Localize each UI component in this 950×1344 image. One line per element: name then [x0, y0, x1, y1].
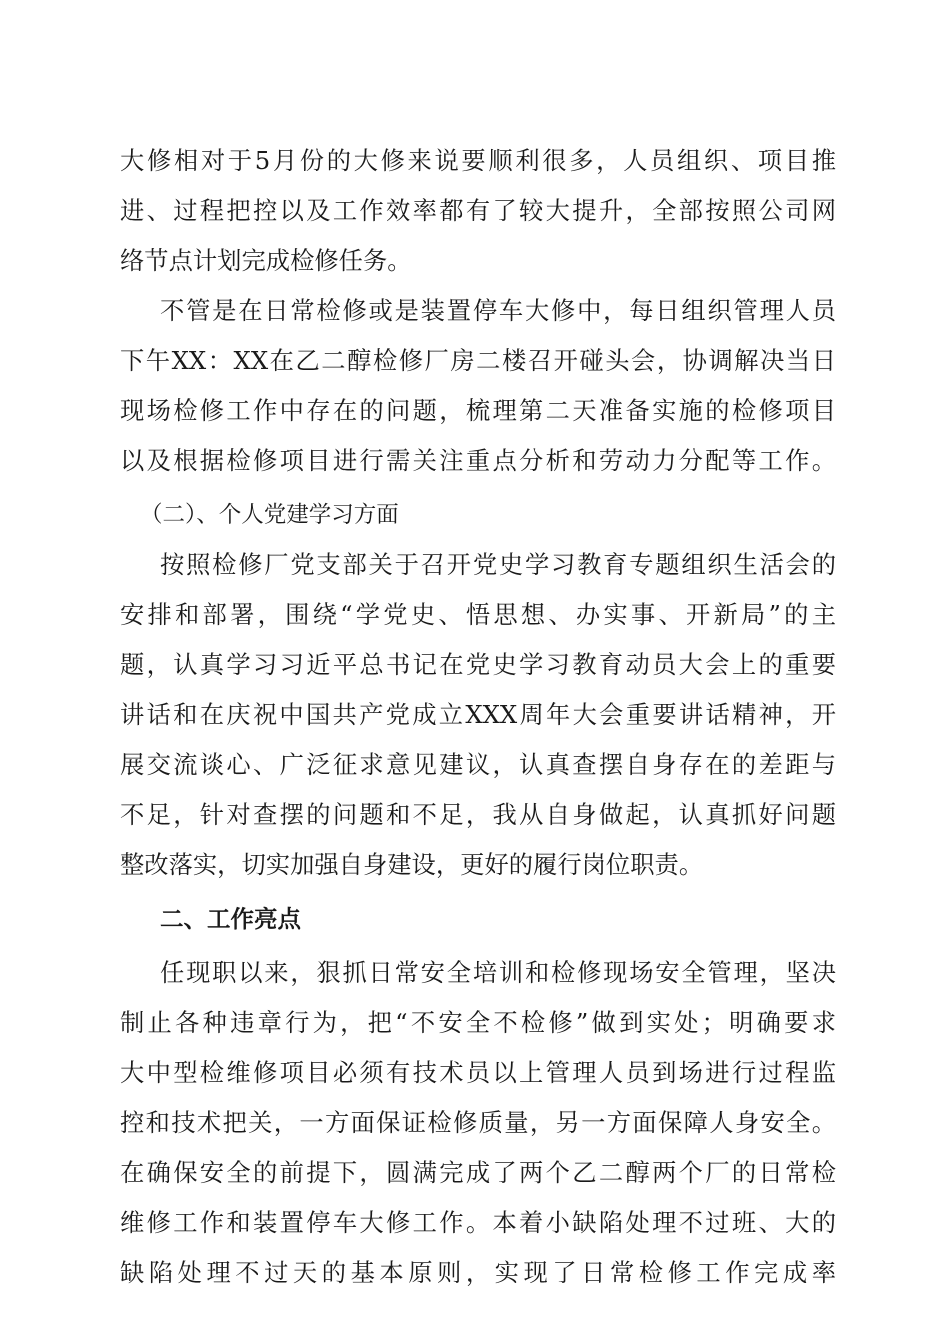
paragraph-line: 下午XX：XX在乙二醇检修厂房二楼召开碰头会，协调解决当日: [120, 346, 836, 375]
paragraph-line: 现场检修工作中存在的问题，梳理第二天准备实施的检修项目: [120, 396, 836, 425]
paragraph-line: 络节点计划完成检修任务。: [120, 246, 412, 275]
paragraph-line: 整改落实，切实加强自身建设，更好的履行岗位职责。: [120, 850, 704, 879]
section-heading: 二、工作亮点: [160, 905, 301, 933]
paragraph-line: 不足，针对查摆的问题和不足，我从自身做起，认真抓好问题: [120, 800, 836, 829]
paragraph-line: 大修相对于5月份的大修来说要顺利很多，人员组织、项目推: [120, 146, 836, 175]
paragraph-line: 以及根据检修项目进行需关注重点分析和劳动力分配等工作。: [120, 446, 836, 475]
paragraph-line: 讲话和在庆祝中国共产党成立XXX周年大会重要讲话精神，开: [120, 700, 836, 729]
paragraph-line: 进、过程把控以及工作效率都有了较大提升，全部按照公司网: [120, 196, 836, 225]
paragraph-line: 大中型检维修项目必须有技术员以上管理人员到场进行过程监: [120, 1058, 836, 1087]
paragraph-line: 在确保安全的前提下，圆满完成了两个乙二醇两个厂的日常检: [120, 1158, 836, 1187]
paragraph-line: 题，认真学习习近平总书记在党史学习教育动员大会上的重要: [120, 650, 836, 679]
paragraph-line: 展交流谈心、广泛征求意见建议，认真查摆自身存在的差距与: [120, 750, 836, 779]
paragraph-line: 按照检修厂党支部关于召开党史学习教育专题组织生活会的: [160, 550, 836, 579]
paragraph-line: 任现职以来，狠抓日常安全培训和检修现场安全管理，坚决: [160, 958, 836, 987]
paragraph-line: 安排和部署，围绕“学党史、悟思想、办实事、开新局”的主: [120, 600, 836, 629]
paragraph-line: 维修工作和装置停车大修工作。本着小缺陷处理不过班、大的: [120, 1208, 836, 1237]
section-subheading: （二）、个人党建学习方面: [140, 502, 399, 528]
paragraph-line: 制止各种违章行为，把“不安全不检修”做到实处；明确要求: [120, 1008, 836, 1037]
paragraph-line: 缺陷处理不过天的基本原则，实现了日常检修工作完成率: [120, 1258, 836, 1287]
paragraph-line: 控和技术把关，一方面保证检修质量，另一方面保障人身安全。: [120, 1108, 836, 1137]
paragraph-line: 不管是在日常检修或是装置停车大修中，每日组织管理人员: [160, 296, 836, 325]
